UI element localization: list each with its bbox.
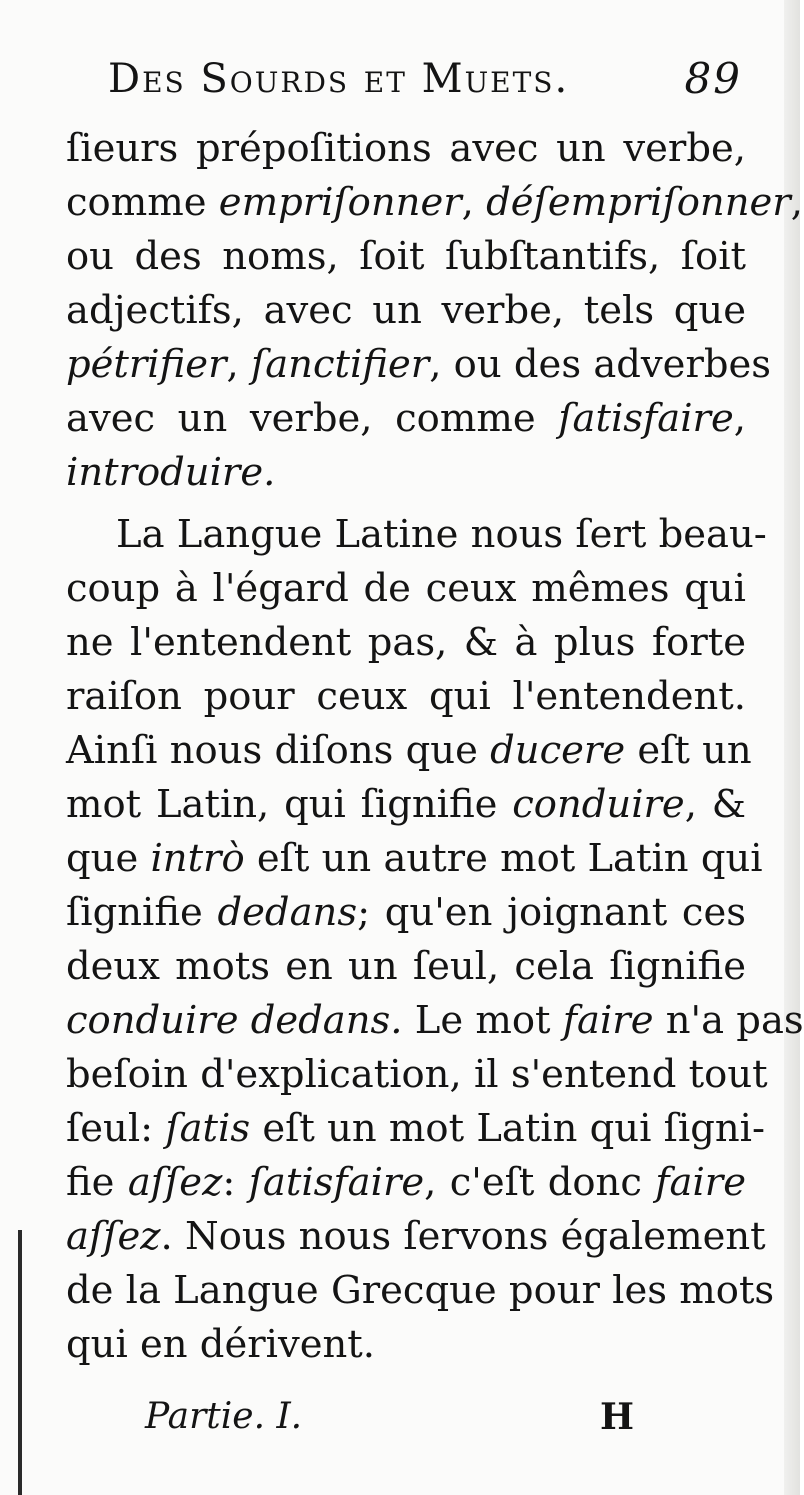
- text-line: [66, 1156, 746, 1210]
- text-run: eſt un mot Latin qui ſigni-: [250, 1106, 765, 1151]
- text-line: [66, 1318, 746, 1372]
- text-line: [66, 122, 746, 176]
- text-line: [66, 670, 746, 724]
- text-run: beſoin d'explication, il s'entend tout: [66, 1052, 768, 1097]
- text-run: La Langue Latine nous ſert beau-: [116, 512, 767, 557]
- text-run: . Nous nous ſervons également: [160, 1214, 766, 1259]
- text-run: , ou des adverbes: [429, 342, 772, 387]
- text-run: ſieurs prépoſitions avec un verbe,: [66, 126, 746, 171]
- text-run: que: [66, 836, 151, 881]
- text-run: ; qu'en joignant ces: [357, 890, 746, 935]
- text-line: [66, 446, 746, 500]
- italic-text: conduire dedans.: [66, 998, 403, 1043]
- text-run: raiſon pour ceux qui l'entendent.: [66, 674, 746, 719]
- text-run: ſeul:: [66, 1106, 166, 1151]
- italic-text: introduire.: [66, 450, 276, 495]
- text-line: [66, 724, 752, 778]
- italic-text: intrò: [150, 836, 245, 881]
- text-run: eſt un: [625, 728, 752, 773]
- text-run: ſignifie: [66, 890, 218, 935]
- text-run: ,: [733, 396, 746, 441]
- italic-text: ſatisfaire: [248, 1160, 425, 1205]
- signature-part: Partie. I.: [145, 1396, 303, 1437]
- text-run: de la Langue Grecque pour les mots: [66, 1268, 775, 1313]
- text-run: ,: [461, 180, 487, 225]
- text-line: [66, 1102, 765, 1156]
- text-run: mot Latin, qui ſignifie: [66, 782, 513, 827]
- text-line: [66, 1210, 766, 1264]
- text-line: [66, 392, 746, 446]
- italic-text: ſatis: [165, 1106, 251, 1151]
- text-line: [66, 616, 746, 670]
- text-run: fie: [66, 1160, 128, 1205]
- paragraph: [66, 508, 804, 1372]
- italic-text: faire: [655, 1160, 746, 1205]
- text-run: adjectifs, avec un verbe, tels que: [66, 288, 746, 333]
- italic-text: faire: [562, 998, 654, 1043]
- text-run: Le mot: [402, 998, 563, 1043]
- text-run: eſt un autre mot Latin qui: [244, 836, 763, 881]
- text-line: [66, 338, 772, 392]
- italic-text: dedans: [217, 890, 358, 935]
- text-run: comme: [66, 180, 219, 225]
- text-line: [66, 778, 746, 832]
- text-line: [66, 994, 804, 1048]
- text-run: avec un verbe, comme: [66, 396, 559, 441]
- text-line: [66, 508, 767, 562]
- text-line: [66, 284, 746, 338]
- text-line: [66, 1048, 768, 1102]
- text-line: [66, 940, 746, 994]
- paragraph: [66, 122, 803, 500]
- text-run: coup à l'égard de ceux mêmes qui: [66, 566, 746, 611]
- italic-text: déſempriſonner: [486, 180, 791, 225]
- signature-letter: H: [600, 1396, 635, 1438]
- text-run: ne l'entendent pas, & à plus forte: [66, 620, 746, 665]
- page-header: [108, 56, 748, 116]
- italic-text: pétrifier: [66, 342, 227, 387]
- italic-text: empriſonner: [218, 180, 462, 225]
- text-run: , &: [684, 782, 747, 827]
- text-line: [66, 832, 763, 886]
- text-run: Ainſi nous diſons que: [66, 728, 491, 773]
- italic-text: ſanctifier: [250, 342, 430, 387]
- text-run: ou des noms, ſoit ſubſtantifs, ſoit: [66, 234, 746, 279]
- scan-binding-edge: [18, 1230, 22, 1495]
- italic-text: aſſez: [127, 1160, 223, 1205]
- running-title: Des Sourds et Muets.: [108, 56, 570, 102]
- text-run: ,: [226, 342, 251, 387]
- text-run: , c'eſt donc: [424, 1160, 656, 1205]
- body-text: [66, 122, 804, 1372]
- page-number: 89: [684, 54, 742, 103]
- text-line: [66, 230, 746, 284]
- text-line: [66, 562, 746, 616]
- text-run: qui en dérivent.: [66, 1322, 375, 1367]
- text-run: deux mots en un ſeul, cela ſignifie: [66, 944, 746, 989]
- text-line: [66, 1264, 775, 1318]
- italic-text: aſſez: [66, 1214, 161, 1259]
- italic-text: ſatisfaire: [558, 396, 734, 441]
- text-run: n'a pas: [653, 998, 804, 1043]
- text-line: [66, 176, 803, 230]
- italic-text: ducere: [490, 728, 626, 773]
- text-run: ,: [790, 180, 803, 225]
- italic-text: conduire: [512, 782, 685, 827]
- text-run: :: [222, 1160, 249, 1205]
- text-line: [66, 886, 746, 940]
